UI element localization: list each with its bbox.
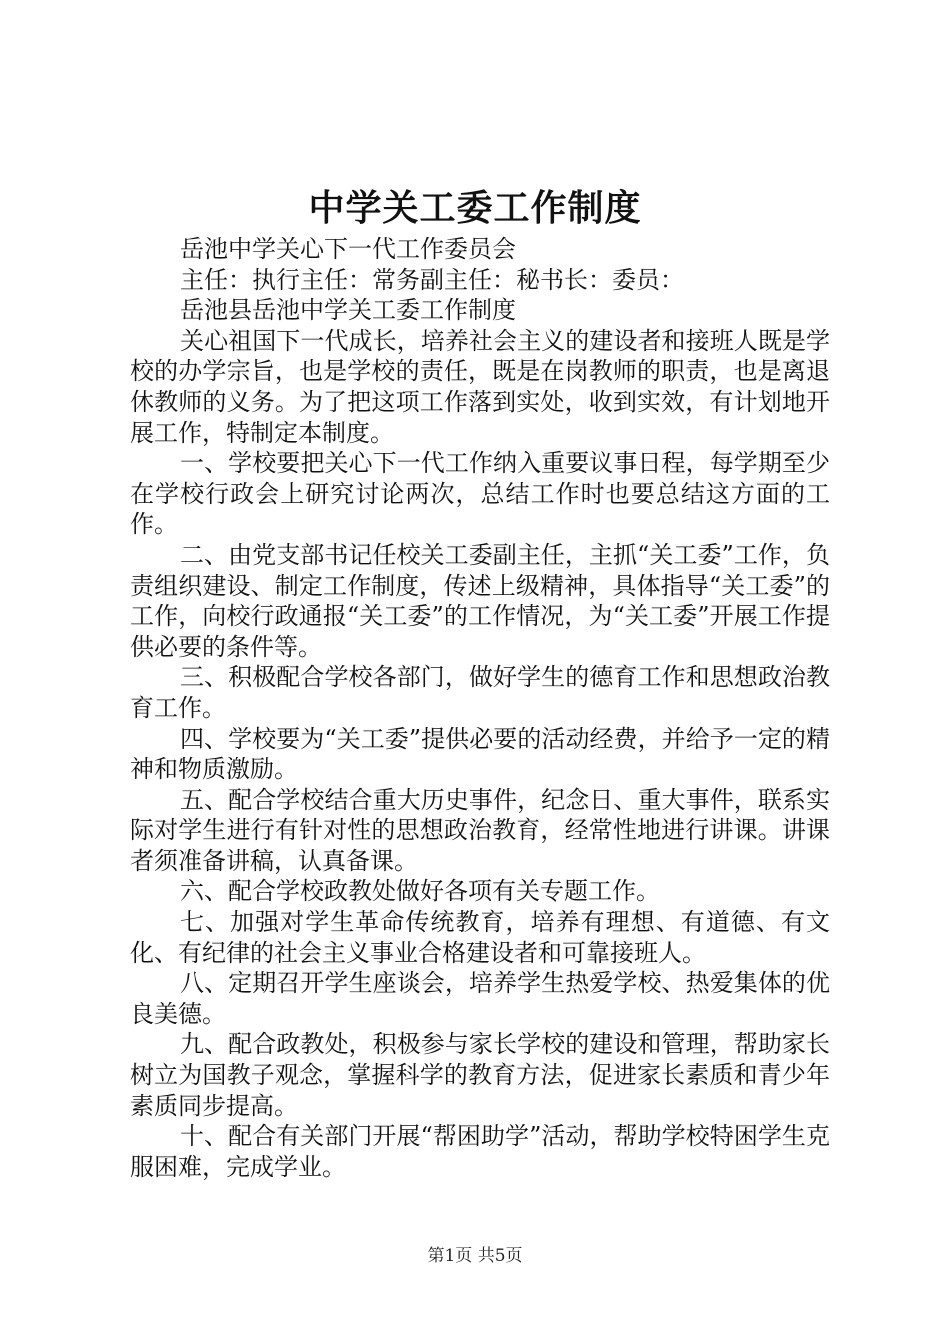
rule-6: 六、配合学校政教处做好各项有关专题工作。 [180, 877, 660, 906]
rule-7: 七、加强对学生革命传统教育，培养有理想、有道德、有文化、有纪律的社会主义事业合格建设者和可靠接班人。 [130, 908, 830, 967]
committee-roles: 主任：执行主任：常务副主任：秘书长：委员： [180, 265, 684, 294]
rule-4: 四、学校要为“关工委”提供必要的活动经费，并给予一定的精神和物质激励。 [130, 724, 830, 784]
document-title: 中学关工委工作制度 [308, 187, 642, 229]
rule-1: 一、学校要把关心下一代工作纳入重要议事日程，每学期至少在学校行政会上研究讨论两次，总结工作时也要总结这方面的工作。 [130, 449, 830, 539]
rule-8: 八、定期召开学生座谈会，培养学生热爱学校、热爱集体的优良美德。 [130, 969, 830, 1028]
intro-paragraph: 关心祖国下一代成长，培养社会主义的建设者和接班人既是学校的办学宗旨，也是学校的责任，既是在岗教师的职责，也是离退休教师的义务。为了把这项工作落到实处，收到实效，有计划地开展工作，特制定本制度。 [130, 326, 830, 447]
rule-5: 五、配合学校结合重大历史事件，纪念日、重大事件，联系实际对学生进行有针对性的思想政治教育，经常性地进行讲课。讲课者须准备讲稿，认真备课。 [130, 785, 830, 875]
rule-3: 三、积极配合学校各部门，做好学生的德育工作和思想政治教育工作。 [130, 663, 830, 722]
rule-10: 十、配合有关部门开展“帮困助学”活动，帮助学校特困学生克服困难，完成学业。 [130, 1122, 830, 1181]
committee-name: 岳池中学关心下一代工作委员会 [180, 235, 516, 263]
rule-2: 二、由党支部书记任校关工委副主任，主抓“关工委”工作，负责组织建设、制定工作制度，传述上级精神，具体指导“关工委”的工作，向校行政通报“关工委”的工作情况，为“关工委”开展工作提供必要的条件等。 [130, 540, 830, 661]
page-footer: 第1页 共5页 [427, 1246, 523, 1266]
document-body [130, 234, 830, 1182]
rule-9: 九、配合政教处，积极参与家长学校的建设和管理，帮助家长树立为国教子观念，掌握科学的教育方法，促进家长素质和青少年素质同步提高。 [130, 1030, 830, 1120]
system-subtitle: 岳池县岳池中学关工委工作制度 [180, 296, 516, 325]
